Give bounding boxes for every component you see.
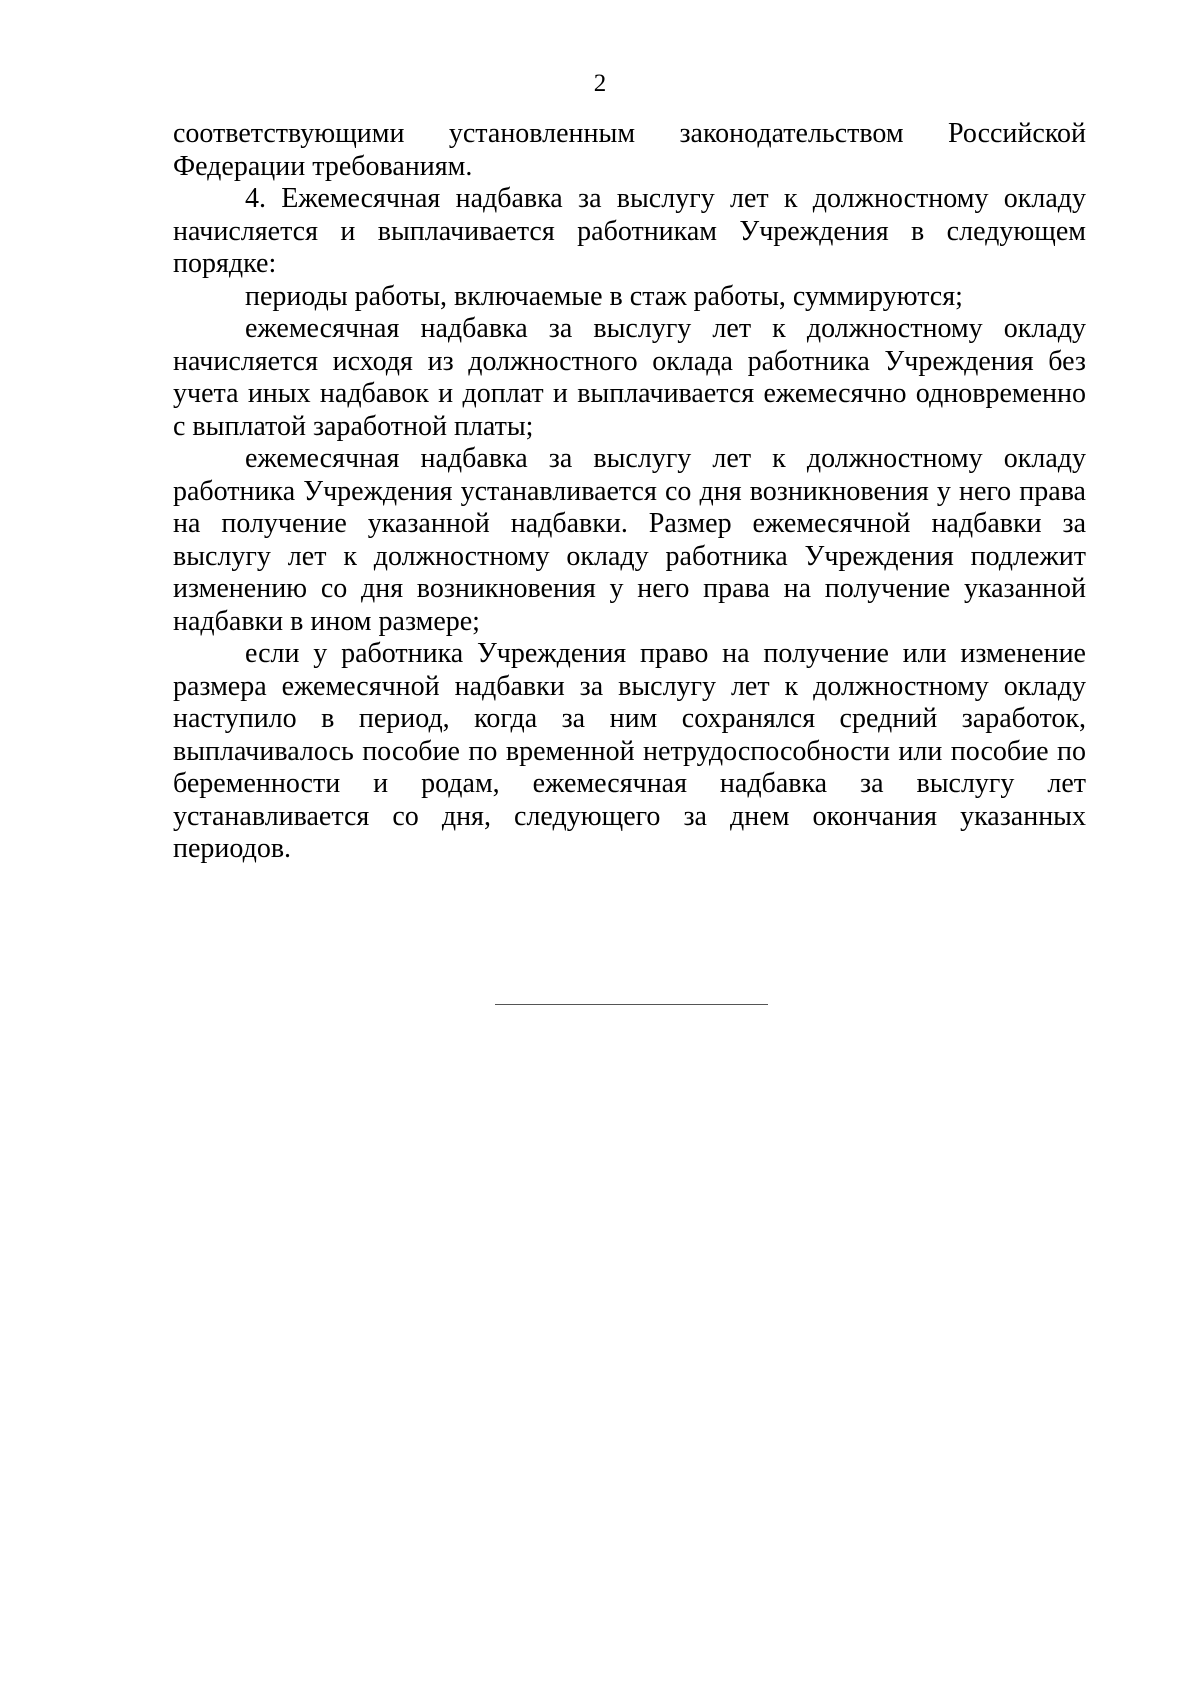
paragraph-continuation: соответствующими установленным законодательством Российской Федерации требованиям. — [173, 118, 1086, 182]
end-separator-line — [495, 1004, 768, 1005]
page-number: 2 — [593, 70, 607, 97]
paragraph-special-periods: если у работника Учреждения право на получение или изменение размера ежемесячной надбавки за выслугу лет к должностному окладу наступило в период, когда за ним сохранялся средний заработок, выплачивалось пособие по временной нетрудоспособности или пособие по беременности и родам, ежемесячная надбавка за выслугу лет устанавливается со дня, следующего за днем окончания указанных периодов. — [173, 638, 1086, 864]
paragraph-work-periods: периоды работы, включаемые в стаж работы, суммируются; — [245, 280, 963, 312]
paragraph-establishment: ежемесячная надбавка за выслугу лет к должностному окладу работника Учреждения устанавливается со дня возникновения у него права на получение указанной надбавки. Размер ежемесячной надбавки за выслугу лет к должностному окладу работника Учреждения подлежит изменению со дня возникновения у него права на получение указанной надбавки в ином размере; — [173, 443, 1086, 637]
paragraph-calculation: ежемесячная надбавка за выслугу лет к должностному окладу начисляется исходя из должностного оклада работника Учреждения без учета иных надбавок и доплат и выплачивается ежемесячно одновременно с выплатой заработной платы; — [173, 313, 1086, 442]
document-body — [173, 118, 1086, 866]
paragraph-item-4: 4. Ежемесячная надбавка за выслугу лет к должностному окладу начисляется и выплачивается работникам Учреждения в следующем порядке: — [173, 183, 1086, 279]
